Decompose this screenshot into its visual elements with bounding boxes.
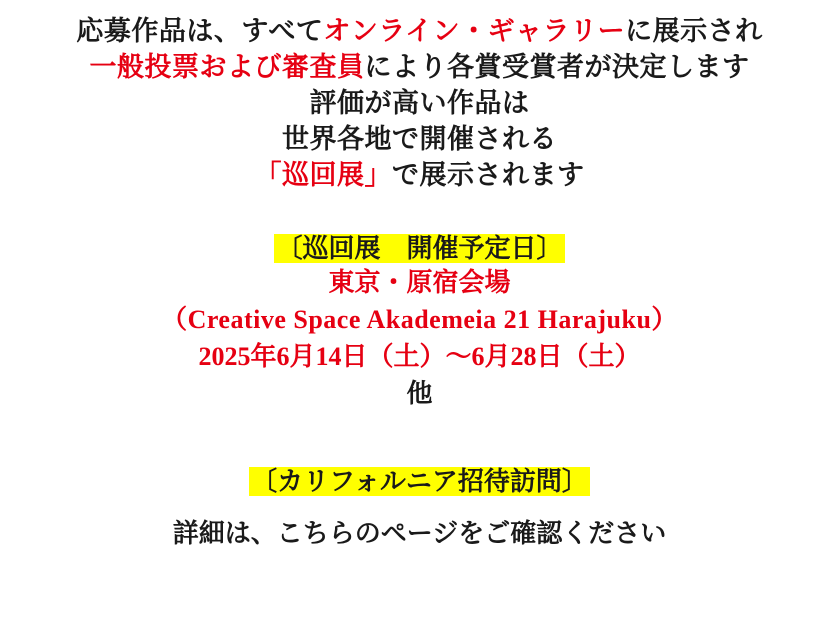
- tour-heading-line: [20, 232, 819, 266]
- spacer-tour-to-california: [20, 413, 819, 465]
- intro-line-2: [20, 50, 819, 86]
- tour-venue-latin: （Creative Space Akademeia 21 Harajuku）: [161, 305, 678, 335]
- spacer-california-heading-to-detail: [20, 499, 819, 517]
- california-heading-line: [20, 465, 819, 499]
- intro-line-2-part-2: により各賞受賞者が決定します: [364, 51, 750, 82]
- intro-block: [20, 14, 819, 194]
- california-detail: 詳細は、こちらのページをご確認ください: [172, 518, 667, 548]
- intro-line-1: [20, 14, 819, 50]
- intro-line-1-part-3: に展示され: [625, 16, 763, 46]
- intro-line-1-part-1: 応募作品は、すべて: [76, 16, 324, 46]
- intro-line-5-part-1: 「巡回展」: [254, 159, 392, 190]
- tour-section: [20, 232, 819, 413]
- tour-other: 他: [406, 379, 433, 409]
- intro-line-5-part-2: で展示されます: [392, 159, 585, 190]
- california-heading: 〔カリフォルニア招待訪問〕: [251, 466, 588, 496]
- california-section: [20, 465, 819, 551]
- tour-dates: 2025年6月14日（土）〜6月28日（土）: [198, 342, 641, 372]
- intro-line-3: [20, 86, 819, 122]
- intro-line-5: [20, 158, 819, 194]
- tour-heading: 〔巡回展 開催予定日〕: [276, 233, 563, 263]
- spacer-intro-to-tour: [20, 194, 819, 232]
- intro-line-1-part-2: オンライン・ギャラリー: [323, 16, 626, 46]
- tour-venue: 東京・原宿会場: [328, 268, 511, 298]
- intro-line-4-part-1: 世界各地で開催される: [282, 123, 557, 154]
- intro-line-2-part-1: 一般投票および審査員: [89, 51, 365, 82]
- intro-line-3-part-1: 評価が高い作品は: [309, 87, 530, 118]
- intro-line-4: [20, 122, 819, 158]
